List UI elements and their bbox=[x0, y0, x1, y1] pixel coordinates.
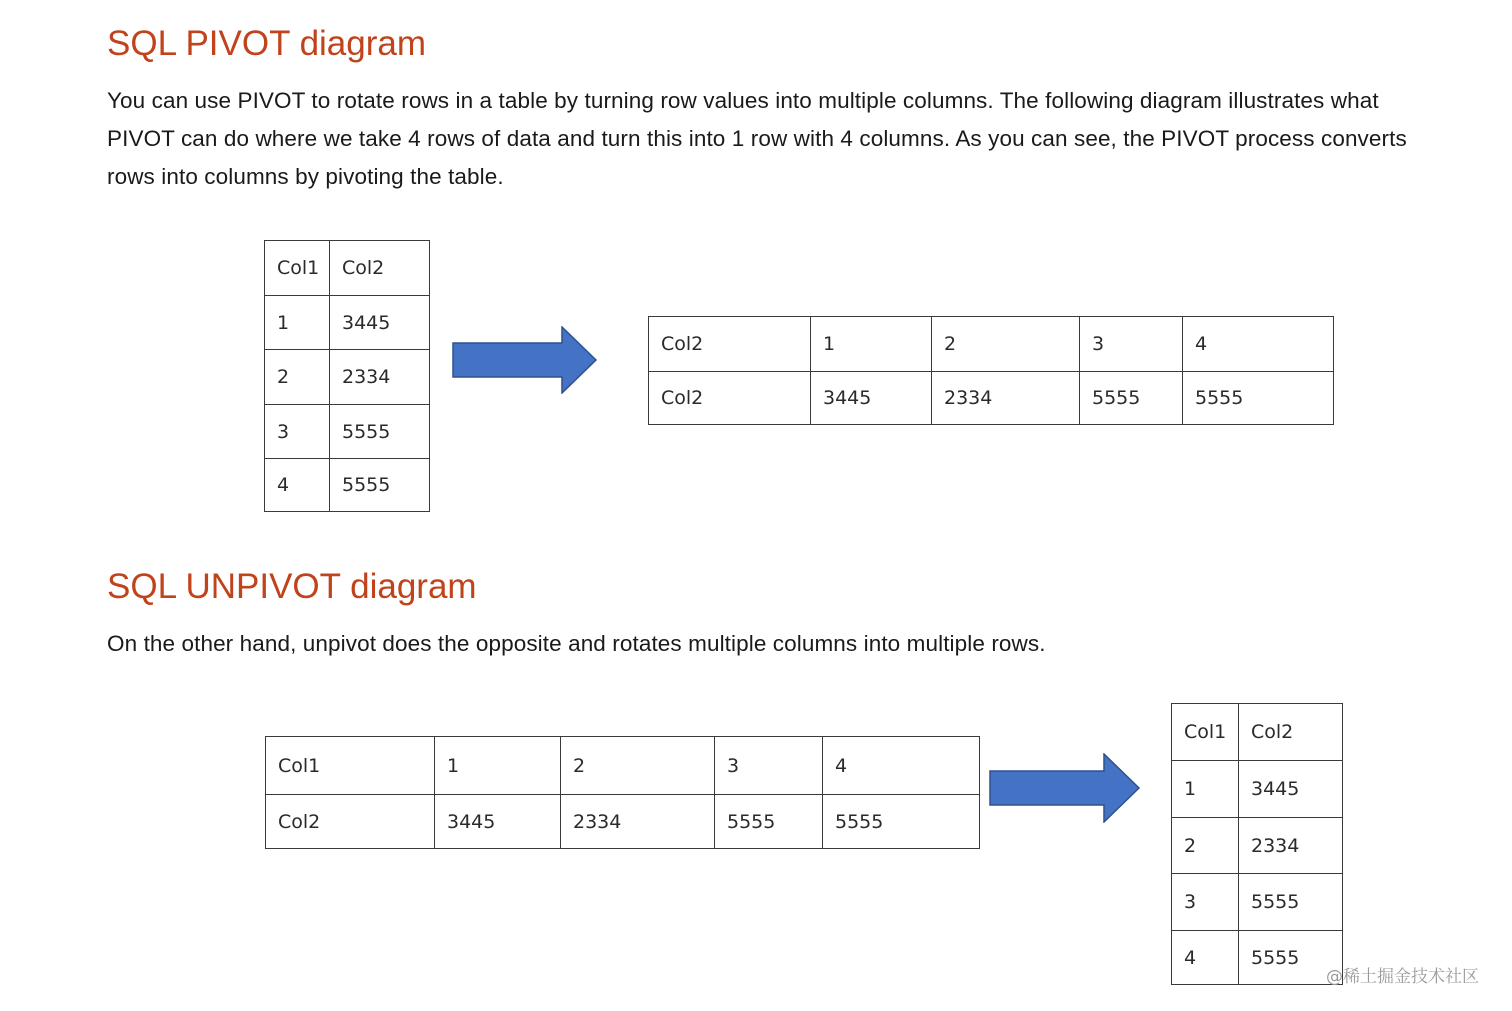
table-row bbox=[266, 795, 980, 849]
table-row bbox=[649, 317, 1334, 372]
table-cell: 3 bbox=[715, 737, 823, 795]
table-row bbox=[265, 405, 430, 459]
pivot-heading: SQL PIVOT diagram bbox=[107, 24, 427, 63]
pivot-description-line: PIVOT can do where we take 4 rows of data and turn this into 1 row with 4 columns. As you can see, the PIVOT process converts bbox=[107, 126, 1407, 151]
table-cell: 5555 bbox=[715, 795, 823, 849]
table-cell: 4 bbox=[823, 737, 980, 795]
table-row bbox=[265, 296, 430, 350]
table-cell: Col2 bbox=[649, 372, 811, 425]
table-cell: 2334 bbox=[561, 795, 715, 849]
table-row bbox=[265, 459, 430, 512]
table-row bbox=[266, 737, 980, 795]
unpivot-result-table bbox=[1171, 703, 1343, 985]
table-cell: 5555 bbox=[1080, 372, 1183, 425]
watermark: @稀土掘金技术社区 bbox=[1326, 967, 1479, 987]
unpivot-arrow-icon bbox=[989, 753, 1141, 823]
table-cell: 1 bbox=[435, 737, 561, 795]
table-cell: 2 bbox=[932, 317, 1080, 372]
pivot-result-table bbox=[648, 316, 1334, 425]
table-cell: Col2 bbox=[266, 795, 435, 849]
table-cell: Col1 bbox=[1172, 704, 1239, 761]
table-cell: 4 bbox=[1183, 317, 1334, 372]
table-row bbox=[1172, 761, 1343, 818]
table-cell: 3445 bbox=[1239, 761, 1343, 818]
table-cell: 1 bbox=[265, 296, 330, 350]
table-row bbox=[1172, 874, 1343, 931]
table-cell: 3445 bbox=[811, 372, 932, 425]
table-cell: 3 bbox=[1172, 874, 1239, 931]
table-cell: 4 bbox=[1172, 931, 1239, 985]
table-cell: 1 bbox=[1172, 761, 1239, 818]
table-cell: 5555 bbox=[1239, 931, 1343, 985]
table-cell: 5555 bbox=[823, 795, 980, 849]
pivot-arrow-icon bbox=[452, 326, 598, 394]
table-cell: Col2 bbox=[1239, 704, 1343, 761]
table-cell: Col2 bbox=[649, 317, 811, 372]
pivot-description bbox=[107, 82, 1407, 196]
table-row bbox=[649, 372, 1334, 425]
unpivot-heading: SQL UNPIVOT diagram bbox=[107, 567, 477, 606]
table-cell: 5555 bbox=[330, 405, 430, 459]
table-cell: 3 bbox=[265, 405, 330, 459]
pivot-description-line: You can use PIVOT to rotate rows in a table by turning row values into multiple columns. The following diagram illustrates what bbox=[107, 88, 1379, 113]
table-cell: 3445 bbox=[435, 795, 561, 849]
table-row bbox=[265, 241, 430, 296]
table-cell: 2 bbox=[265, 350, 330, 405]
pivot-description-line: rows into columns by pivoting the table. bbox=[107, 164, 504, 189]
table-cell: 3445 bbox=[330, 296, 430, 350]
table-row bbox=[1172, 704, 1343, 761]
table-cell: 4 bbox=[265, 459, 330, 512]
unpivot-description: On the other hand, unpivot does the opposite and rotates multiple columns into multiple rows. bbox=[107, 631, 1046, 656]
table-cell: 2334 bbox=[1239, 818, 1343, 874]
pivot-source-table bbox=[264, 240, 430, 512]
table-cell: 2334 bbox=[932, 372, 1080, 425]
table-row bbox=[1172, 818, 1343, 874]
unpivot-source-table bbox=[265, 736, 980, 849]
table-cell: 3 bbox=[1080, 317, 1183, 372]
table-cell: 5555 bbox=[1183, 372, 1334, 425]
table-cell: 1 bbox=[811, 317, 932, 372]
table-cell: Col2 bbox=[330, 241, 430, 296]
table-cell: 5555 bbox=[330, 459, 430, 512]
table-row bbox=[265, 350, 430, 405]
table-cell: 5555 bbox=[1239, 874, 1343, 931]
table-row bbox=[1172, 931, 1343, 985]
table-cell: Col1 bbox=[266, 737, 435, 795]
table-cell: 2334 bbox=[330, 350, 430, 405]
table-cell: 2 bbox=[561, 737, 715, 795]
table-cell: Col1 bbox=[265, 241, 330, 296]
table-cell: 2 bbox=[1172, 818, 1239, 874]
